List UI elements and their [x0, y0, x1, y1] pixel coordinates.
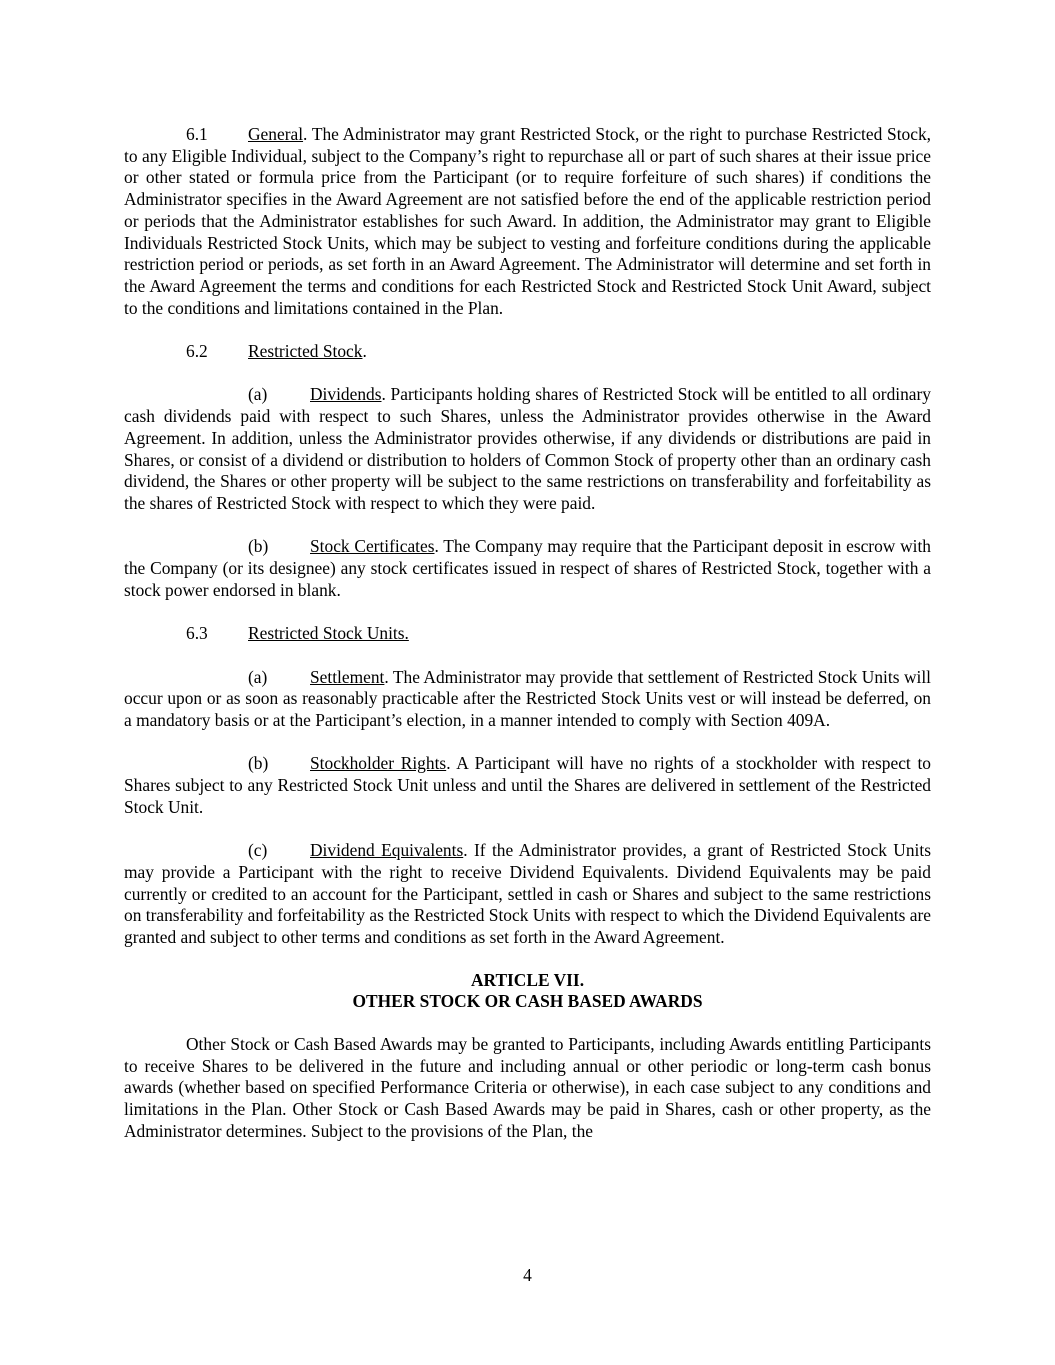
section-6-3: 6.3 Restricted Stock Units.	[186, 623, 409, 644]
section-6-3-c: (c) Dividend Equivalents. If the Administrator provides, a grant of Restricted Stock Units may provide a Participant with the right to receive Dividend Equivalents. Dividend Equivalents may be paid currently or credited to an account for the Participant, settled in cash or Shares and subject to the same restrictions on transferability and forfeitability as the Restricted Stock Units with respect to which the Dividend Equivalents are granted and subject to other terms and conditions as set forth in the Award Agreement.	[124, 840, 931, 947]
document-page	[124, 124, 931, 1164]
page-number: 4	[523, 1265, 532, 1285]
section-6-3-a: (a) Settlement. The Administrator may provide that settlement of Restricted Stock Units will occur upon or as soon as reasonably practicable after the Restricted Stock Units vest or will instead be deferred, on a mandatory basis or at the Participant’s election, in a manner intended to comply with Section 409A.	[124, 666, 931, 730]
article-paragraph: Other Stock or Cash Based Awards may be granted to Participants, including Awards entitling Participants to receive Shares to be delivered in the future and including annual or other periodic or long-term cash bonus awards (whether based on specified Performance Criteria or otherwise), in each case subject to any conditions and limitations in the Plan. Other Stock or Cash Based Awards may be paid in Shares, cash or other property, as the Administrator determines. Subject to the provisions of the Plan, the	[124, 1033, 931, 1141]
article-title: OTHER STOCK OR CASH BASED AWARDS	[352, 991, 703, 1012]
section-6-1: 6.1 General. The Administrator may grant Restricted Stock, or the right to purchase Restricted Stock, to any Eligible Individual, subject to the Company’s right to repurchase all or part of such shares at their issue price or other stated or formula price from the Participant (or to require forfeiture of such shares) if conditions the Administrator specifies in the Award Agreement are not satisfied before the end of the applicable restriction period or periods that the Administrator establishes for such Award. In addition, the Administrator may grant to Eligible Individuals Restricted Stock Units, which may be subject to vesting and forfeiture conditions during the applicable restriction period or periods, as set forth in an Award Agreement. The Administrator will determine and set forth in the Award Agreement the terms and conditions for each Restricted Stock and Restricted Stock Unit Award, subject to the conditions and limitations contained in the Plan.	[124, 124, 931, 318]
section-6-2-b: (b) Stock Certificates. The Company may require that the Participant deposit in escrow with the Company (or its designee) any stock certificates issued in respect of shares of Restricted Stock, together with a stock power endorsed in blank.	[124, 536, 931, 600]
section-6-2-a: (a) Dividends. Participants holding shares of Restricted Stock will be entitled to all ordinary cash dividends paid with respect to such Shares, unless the Administrator provides otherwise in the Award Agreement. In addition, unless the Administrator provides otherwise, if any dividends or distributions are paid in Shares, or consist of a dividend or distribution to holders of Common Stock of property other than an ordinary cash dividend, the Shares or other property will be subject to the same restrictions on transferability and forfeitability as the shares of Restricted Stock with respect to which they were paid.	[124, 384, 931, 513]
section-6-2: 6.2 Restricted Stock.	[186, 341, 367, 362]
article-number: ARTICLE VII.	[470, 970, 585, 991]
section-6-3-b: (b) Stockholder Rights. A Participant will have no rights of a stockholder with respect to Shares subject to any Restricted Stock Unit unless and until the Shares are delivered in settlement of the Restricted Stock Unit.	[124, 753, 931, 817]
article-heading	[124, 970, 931, 1012]
